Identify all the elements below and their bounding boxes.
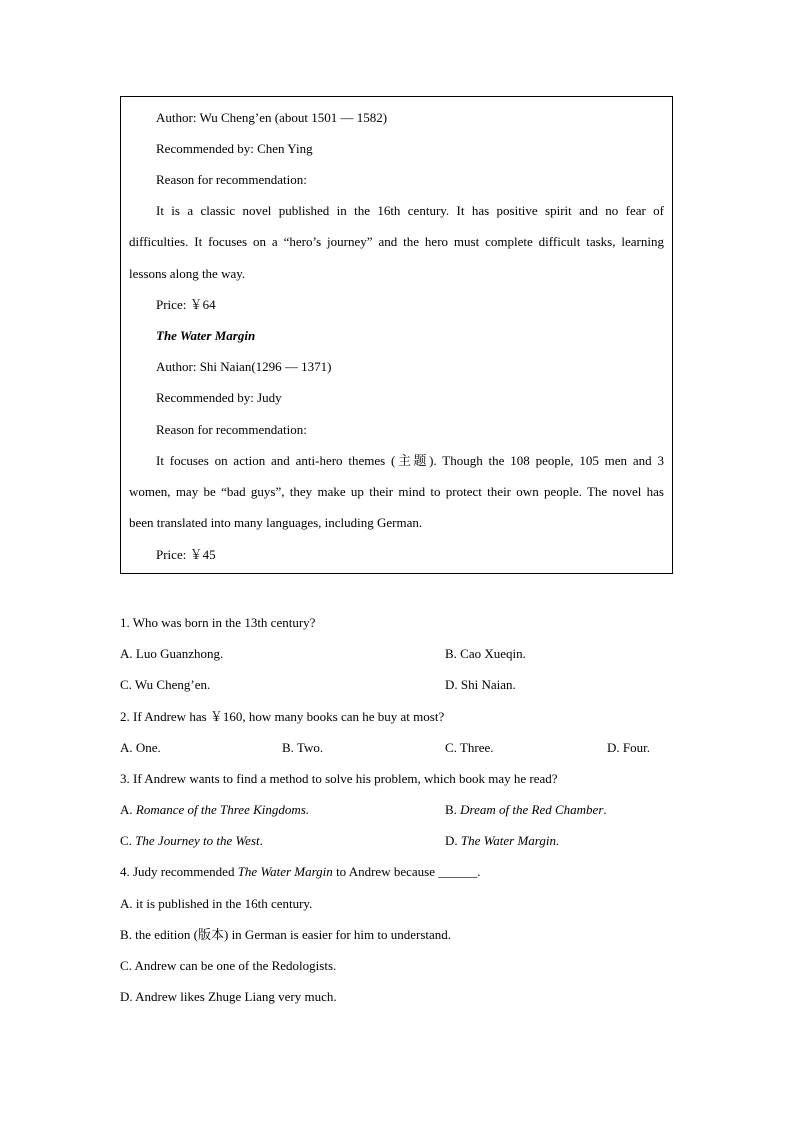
book1-reason-line3: lessons along the way. <box>129 266 246 281</box>
book2-price: Price: ￥45 <box>156 547 216 562</box>
question-4-option-c[interactable]: C. Andrew can be one of the Redologists. <box>120 958 337 973</box>
option-letter: D. <box>445 833 461 848</box>
question-4-option-a[interactable]: A. it is published in the 16th century. <box>120 896 313 911</box>
book1-price: Price: ￥64 <box>156 297 216 312</box>
question-2-option-d[interactable]: D. Four. <box>607 740 650 755</box>
question-4-option-b[interactable]: B. the edition (版本) in German is easier for him to understand. <box>120 927 452 942</box>
question-1-stem: 1. Who was born in the 13th century? <box>120 615 316 630</box>
stem-prefix: 4. Judy recommended <box>120 864 238 879</box>
option-title: Dream of the Red Chamber <box>460 802 604 817</box>
option-title: The Water Margin. <box>460 833 560 848</box>
book1-recommended-by: Recommended by: Chen Ying <box>156 141 313 156</box>
question-1-option-d[interactable]: D. Shi Naian. <box>445 677 516 692</box>
book2-title: The Water Margin <box>156 328 256 343</box>
book2-reason-label: Reason for recommendation: <box>156 422 307 437</box>
option-letter: A. <box>120 802 136 817</box>
question-3-stem: 3. If Andrew wants to find a method to solve his problem, which book may he read? <box>120 771 558 786</box>
stem-suffix: to Andrew because ______. <box>332 864 481 879</box>
book1-reason-line1: It is a classic novel published in the 16th century. It has positive spirit and no fear of <box>156 203 664 218</box>
option-letter: C. <box>120 833 136 848</box>
question-1-option-a[interactable]: A. Luo Guanzhong. <box>120 646 224 661</box>
question-1-option-c[interactable]: C. Wu Cheng’en. <box>120 677 211 692</box>
book2-reason-line2: women, may be “bad guys”, they make up their mind to protect their own people. The novel has <box>129 484 664 499</box>
question-2-option-a[interactable]: A. One. <box>120 740 161 755</box>
book2-recommended-by: Recommended by: Judy <box>156 390 282 405</box>
question-4-stem <box>120 863 480 881</box>
book2-reason-line3: been translated into many languages, including German. <box>129 515 423 530</box>
question-2-option-c[interactable]: C. Three. <box>445 740 494 755</box>
book1-reason-line2: difficulties. It focuses on a “hero’s journey” and the hero must complete difficult tasks, learning <box>129 234 664 249</box>
question-3-option-a[interactable] <box>120 801 309 819</box>
book1-author: Author: Wu Cheng’en (about 1501 — 1582) <box>156 110 388 125</box>
book1-reason-label: Reason for recommendation: <box>156 172 307 187</box>
question-2-option-b[interactable]: B. Two. <box>282 740 324 755</box>
question-1-option-b[interactable]: B. Cao Xueqin. <box>445 646 526 661</box>
option-title: The Journey to the West <box>135 833 260 848</box>
question-2-stem: 2. If Andrew has ￥160, how many books can he buy at most? <box>120 709 445 724</box>
question-4-option-d[interactable]: D. Andrew likes Zhuge Liang very much. <box>120 989 337 1004</box>
stem-title: The Water Margin <box>237 864 333 879</box>
book2-author: Author: Shi Naian(1296 — 1371) <box>156 359 332 374</box>
question-3-option-d[interactable] <box>445 832 559 850</box>
option-letter: B. <box>445 802 461 817</box>
question-3-option-b[interactable] <box>445 801 607 819</box>
option-tail: . <box>259 833 263 848</box>
option-tail: . <box>603 802 607 817</box>
book2-reason-line1: It focuses on action and anti-hero themes (主题). Though the 108 people, 105 men and 3 <box>156 453 664 468</box>
question-3-option-c[interactable] <box>120 832 263 850</box>
option-title: Romance of the Three Kingdoms. <box>135 802 310 817</box>
